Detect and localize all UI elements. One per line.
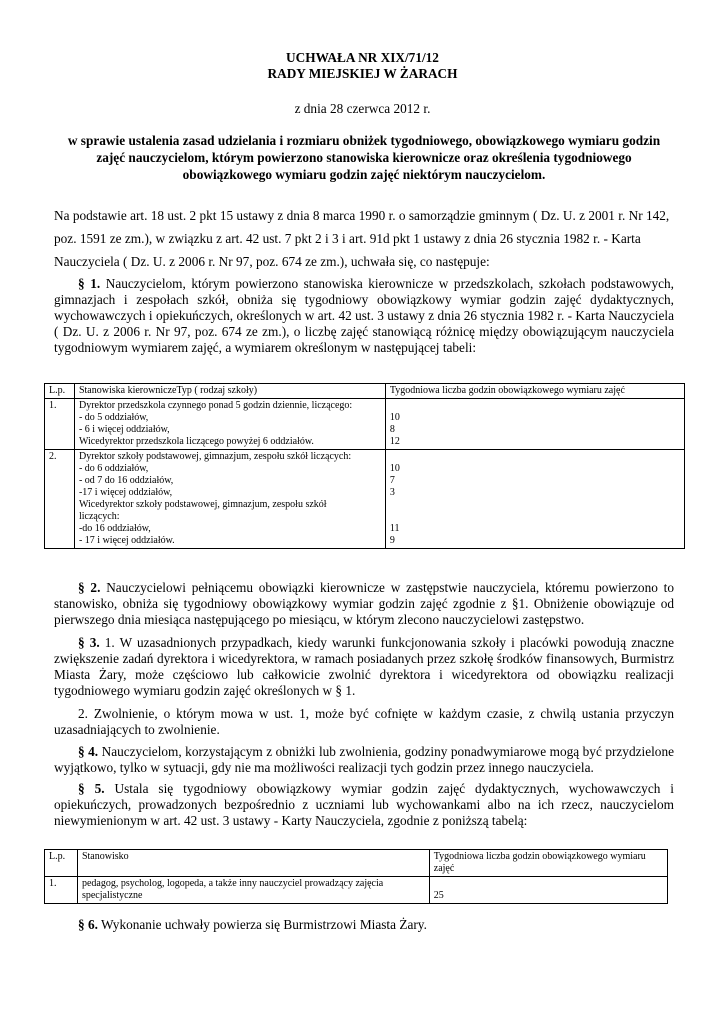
paragraph-3-point-2 (54, 706, 674, 738)
row-line: liczących: (78, 511, 120, 522)
paragraph-3-point-2-text: 2. Zwolnienie, o którym mowa w ust. 1, może być cofnięte w każdym czasie, z chwilą ustania przyczyn uzasadniających to zwolnienie. (54, 706, 674, 737)
row-value (390, 400, 680, 412)
row-line: - do 5 oddziałów, (78, 412, 149, 423)
paragraph-1-label: § 1. (78, 276, 101, 291)
row-value (390, 511, 680, 523)
row-hours (385, 450, 684, 549)
row-value: 3 (389, 487, 395, 498)
row-line: Dyrektor szkoły podstawowej, gimnazjum, zespołu szkół liczących: (78, 451, 352, 462)
row-hours: 25 (429, 877, 667, 904)
resolution-date: z dnia 28 czerwca 2012 r. (294, 101, 431, 116)
row-line: - do 6 oddziałów, (78, 463, 149, 474)
paragraph-5 (54, 781, 674, 829)
teaching-hours-table (44, 849, 668, 904)
row-lp: 2. (45, 450, 75, 549)
row-value: 10 (389, 412, 400, 423)
header-lp: L.p. (45, 384, 75, 399)
row-value: 10 (389, 463, 400, 474)
paragraph-2-text: Nauczycielowi pełniącemu obowiązki kierownicze w zastępstwie nauczyciela, któremu powierzono to stanowisko, obniża się tygodniowy obowiązkowy wymiar godzin zajęć zgodnie z §1. Obniżenie obowiązuje od pierwszego dnia miesiąca następującego po miesiącu, w którym zlecono nauczycielowi zastępstwo. (54, 580, 674, 627)
paragraph-2-label: § 2. (78, 580, 101, 595)
resolution-title (0, 50, 725, 82)
resolution-subject (55, 132, 673, 183)
row-line: pedagog, psycholog, logopeda, a także inny nauczyciel prowadzący zajęcia (81, 878, 384, 889)
row-line: -do 16 oddziałów, (78, 523, 151, 534)
subject-line-1: w sprawie ustalenia zasad udzielania i rozmiaru obniżek tygodniowego, obowiązkowego wymiaru godzin (67, 133, 661, 148)
paragraph-3 (54, 635, 674, 699)
row-value: 11 (389, 523, 400, 534)
paragraph-3-text: 1. W uzasadnionych przypadkach, kiedy warunki funkcjonowania szkoły i placówki powodują znaczne zwiększenie zadań dyrektora i wicedyrektora, w ramach posiadanych przez szkołę środków finansowych, Burmistrz Miasta Żary, może częściowo lub całkowicie zwolnić dyrektora i wicedyrektora od obowiązku realizacji tygodniowego wymiaru godzin zajęć określonych w § 1. (54, 635, 674, 698)
row-position (74, 450, 385, 549)
header-hours: Tygodniowa liczba godzin obowiązkowego wymiaru zajęć (385, 384, 684, 399)
row-value: 12 (389, 436, 400, 447)
header-lp: L.p. (45, 850, 78, 877)
preamble-line-2: poz. 1591 ze zm.), w związku z art. 42 ust. 7 pkt 2 i 3 i art. 91d pkt 1 ustawy z dnia 26 stycznia 1982 r. - Karta (54, 231, 641, 246)
paragraph-3-label: § 3. (78, 635, 100, 650)
row-line: -17 i więcej oddziałów, (78, 487, 173, 498)
paragraph-1 (54, 276, 674, 356)
title-line-2: RADY MIEJSKIEJ W ŻARACH (267, 66, 458, 81)
preamble-line-3: Nauczyciela ( Dz. U. z 2006 r. Nr 97, poz. 674 ze zm.), uchwała się, co następuje: (54, 254, 490, 269)
paragraph-5-label: § 5. (78, 781, 105, 796)
paragraph-6-label: § 6. (78, 917, 98, 932)
row-hours (385, 399, 684, 450)
table-row (45, 877, 668, 904)
table-row (45, 399, 685, 450)
subject-line-3: obowiązkowego wymiaru godzin zajęć niektórym nauczycielom. (182, 167, 546, 182)
row-lp: 1. (45, 877, 78, 904)
row-line: - 17 i więcej oddziałów. (78, 535, 175, 546)
header-position: Stanowiska kierowniczeTyp ( rodzaj szkoły) (74, 384, 385, 399)
header-position: Stanowisko (77, 850, 429, 877)
row-value (390, 451, 680, 463)
paragraph-5-text: Ustala się tygodniowy obowiązkowy wymiar godzin zajęć dydaktycznych, wychowawczych i opiekuńczych, prowadzonych bezpośrednio z uczniami lub wychowankami albo na ich rzecz, nauczycielom niewymienionym w art. 42 ust. 3 ustawy - Karty Nauczyciela, zgodnie z poniższą tabelą: (54, 781, 674, 828)
row-position (77, 877, 429, 904)
paragraph-4 (54, 744, 674, 776)
legal-basis-preamble (54, 204, 674, 273)
title-line-1: UCHWAŁA NR XIX/71/12 (286, 50, 439, 65)
paragraph-6-text: Wykonanie uchwały powierza się Burmistrzowi Miasta Żary. (101, 917, 427, 932)
paragraph-4-text: Nauczycielom, korzystającym z obniżki lub zwolnienia, godziny ponadwymiarowe mogą być przydzielone wyjątkowo, tylko w sytuacji, gdy nie ma możliwości realizacji tych godzin przez innego nauczyciela. (54, 744, 674, 775)
table-row (45, 450, 685, 549)
preamble-line-1: Na podstawie art. 18 ust. 2 pkt 15 ustawy z dnia 8 marca 1990 r. o samorządzie gminnym ( Dz. U. z 2001 r. Nr 142, (54, 208, 670, 223)
row-line: specjalistyczne (81, 890, 143, 901)
paragraph-6 (54, 917, 674, 933)
reduction-table (44, 383, 685, 549)
table-header-row (45, 850, 668, 877)
row-value (390, 499, 680, 511)
paragraph-4-label: § 4. (78, 744, 99, 759)
subject-line-2: zajęć nauczycielom, którym powierzono stanowiska kierownicze oraz określenia tygodniowego (96, 150, 632, 165)
row-line: Wicedyrektor szkoły podstawowej, gimnazjum, zespołu szkół (78, 499, 327, 510)
row-position (74, 399, 385, 450)
paragraph-1-text: Nauczycielom, którym powierzono stanowiska kierownicze w przedszkolach, szkołach podstawowych, gimnazjach i zespołach szkół, obniża się tygodniowy obowiązkowy wymiar godzin zajęć dydaktycznych, wychowawczych i opiekuńczych, określonych w art. 42 ust. 3 ustawy z dnia 26 stycznia 1982 r. - Karta Nauczyciela ( Dz. U. z 2006 r. Nr 97, poz. 674 ze zm.), o liczbę zajęć stanowiącą różnicę między obowiązującym nauczyciela tygodniowym wymiarem zajęć, a wymiarem określonym w następującej tabeli: (54, 276, 674, 355)
row-line: Wicedyrektor przedszkola liczącego powyżej 6 oddziałów. (78, 436, 314, 447)
table-header-row (45, 384, 685, 399)
row-line: - od 7 do 16 oddziałów, (78, 475, 174, 486)
header-hours: Tygodniowa liczba godzin obowiązkowego wymiaru zajęć (429, 850, 667, 877)
row-value: 7 (389, 475, 395, 486)
row-value: 9 (389, 535, 395, 546)
paragraph-2 (54, 580, 674, 628)
row-lp: 1. (45, 399, 75, 450)
row-line: Dyrektor przedszkola czynnego ponad 5 godzin dziennie, liczącego: (78, 400, 353, 411)
row-value: 8 (389, 424, 395, 435)
row-line: - 6 i więcej oddziałów, (78, 424, 170, 435)
